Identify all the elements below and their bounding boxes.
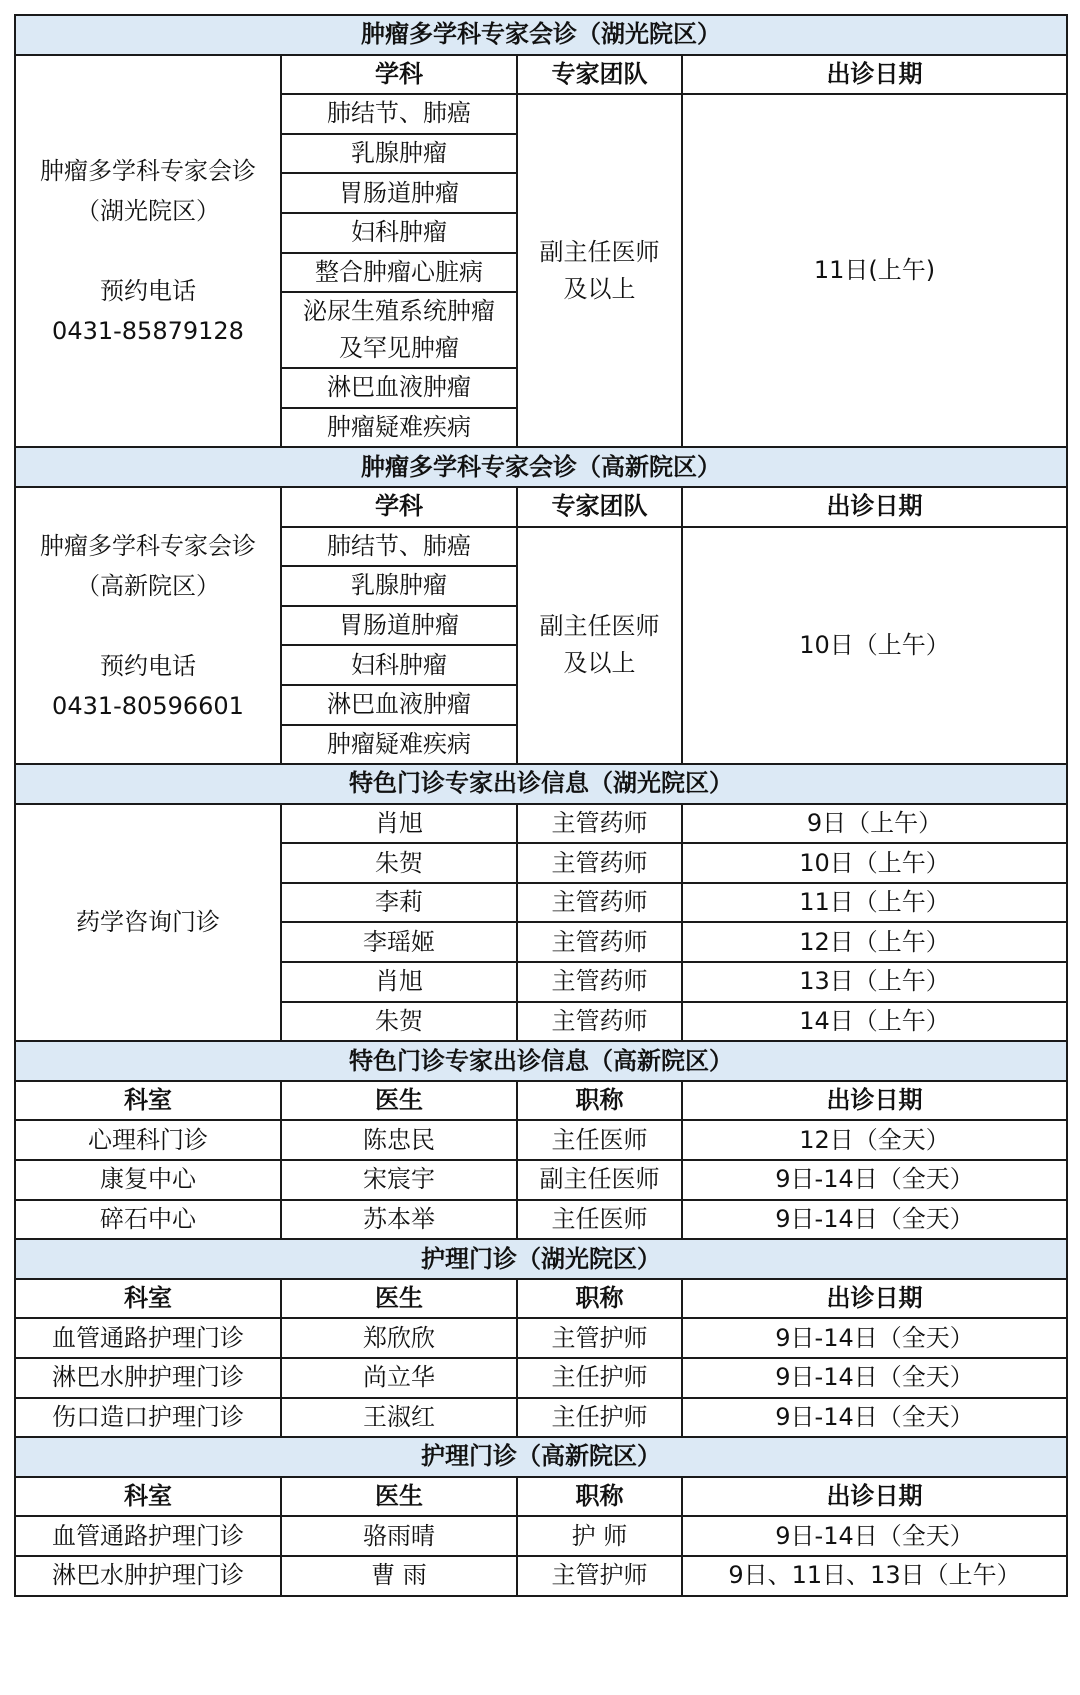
section-title: 护理门诊（高新院区） xyxy=(15,1437,1067,1477)
subject-cell: 肺结节、肺癌 xyxy=(281,94,517,134)
spacer xyxy=(18,606,278,646)
phone-label: 预约电话 xyxy=(100,276,196,305)
date-cell: 12日（全天） xyxy=(682,1120,1067,1160)
date-cell: 9日-14日（全天） xyxy=(682,1160,1067,1200)
section-title: 肿瘤多学科专家会诊（湖光院区） xyxy=(15,15,1067,55)
table-row xyxy=(15,1200,1067,1240)
section-header-row xyxy=(15,1239,1067,1279)
team-line: 副主任医师 xyxy=(539,612,660,641)
column-header: 职称 xyxy=(517,1279,682,1319)
section-header-row xyxy=(15,447,1067,487)
column-header: 出诊日期 xyxy=(682,1279,1067,1319)
subject-cell: 胃肠道肿瘤 xyxy=(281,606,517,646)
table-row xyxy=(15,1120,1067,1160)
title-cell: 主任护师 xyxy=(517,1358,682,1398)
column-header: 出诊日期 xyxy=(682,487,1067,527)
spacer xyxy=(18,231,278,271)
title-cell: 主任医师 xyxy=(517,1120,682,1160)
title-cell: 主管药师 xyxy=(517,922,682,962)
column-header-row xyxy=(15,487,1067,527)
column-header: 科室 xyxy=(15,1081,281,1121)
doctor-cell: 宋宸宇 xyxy=(281,1160,517,1200)
team-line: 及以上 xyxy=(563,274,636,303)
team-cell xyxy=(517,527,682,765)
column-header-row xyxy=(15,1081,1067,1121)
table-row xyxy=(15,1398,1067,1438)
doctor-cell: 曹 雨 xyxy=(281,1556,517,1596)
title-cell: 护 师 xyxy=(517,1516,682,1556)
subject-cell: 乳腺肿瘤 xyxy=(281,566,517,606)
team-cell xyxy=(517,94,682,447)
column-header: 医生 xyxy=(281,1477,517,1517)
column-header: 科室 xyxy=(15,1477,281,1517)
column-header: 出诊日期 xyxy=(682,1081,1067,1121)
subject-cell xyxy=(281,292,517,368)
title-cell: 副主任医师 xyxy=(517,1160,682,1200)
doctor-cell: 朱贺 xyxy=(281,843,517,883)
clinic-name-cell: 药学咨询门诊 xyxy=(15,804,281,1042)
date-cell: 9日（上午） xyxy=(682,804,1067,844)
column-header: 职称 xyxy=(517,1081,682,1121)
doctor-cell: 李瑶姬 xyxy=(281,922,517,962)
date-cell: 9日-14日（全天） xyxy=(682,1318,1067,1358)
mdt-contact-cell xyxy=(15,487,281,764)
date-cell: 9日-14日（全天） xyxy=(682,1398,1067,1438)
clinic-schedule-table xyxy=(14,14,1068,1597)
section-title: 特色门诊专家出诊信息（高新院区） xyxy=(15,1041,1067,1081)
doctor-cell: 王淑红 xyxy=(281,1398,517,1438)
subject-cell: 整合肿瘤心脏病 xyxy=(281,253,517,293)
doctor-cell: 李莉 xyxy=(281,883,517,923)
date-cell: 12日（上午） xyxy=(682,922,1067,962)
mdt-contact-cell xyxy=(15,55,281,448)
table-row xyxy=(15,1516,1067,1556)
doctor-cell: 尚立华 xyxy=(281,1358,517,1398)
title-cell: 主任医师 xyxy=(517,1200,682,1240)
date-cell: 10日（上午） xyxy=(682,527,1067,765)
date-cell: 14日（上午） xyxy=(682,1002,1067,1042)
mdt-name: 肿瘤多学科专家会诊 xyxy=(40,156,256,185)
title-cell: 主管药师 xyxy=(517,962,682,1002)
table-row xyxy=(15,1556,1067,1596)
date-cell: 9日、11日、13日（上午） xyxy=(682,1556,1067,1596)
column-header: 学科 xyxy=(281,55,517,95)
column-header: 出诊日期 xyxy=(682,55,1067,95)
dept-cell: 碎石中心 xyxy=(15,1200,281,1240)
date-cell: 11日（上午） xyxy=(682,883,1067,923)
column-header: 学科 xyxy=(281,487,517,527)
subject-cell: 妇科肿瘤 xyxy=(281,645,517,685)
section-header-row xyxy=(15,1041,1067,1081)
section-title: 护理门诊（湖光院区） xyxy=(15,1239,1067,1279)
team-line: 及以上 xyxy=(563,649,636,678)
title-cell: 主任护师 xyxy=(517,1398,682,1438)
team-line: 副主任医师 xyxy=(539,237,660,266)
dept-cell: 康复中心 xyxy=(15,1160,281,1200)
subject-cell: 肿瘤疑难疾病 xyxy=(281,408,517,448)
section-title: 特色门诊专家出诊信息（湖光院区） xyxy=(15,764,1067,804)
column-header: 专家团队 xyxy=(517,487,682,527)
table-row xyxy=(15,1318,1067,1358)
column-header-row xyxy=(15,55,1067,95)
date-cell: 9日-14日（全天） xyxy=(682,1516,1067,1556)
mdt-campus: （湖光院区） xyxy=(76,196,220,225)
column-header: 科室 xyxy=(15,1279,281,1319)
column-header-row xyxy=(15,1477,1067,1517)
dept-cell: 淋巴水肿护理门诊 xyxy=(15,1556,281,1596)
title-cell: 主管药师 xyxy=(517,843,682,883)
dept-cell: 血管通路护理门诊 xyxy=(15,1516,281,1556)
phone-label: 预约电话 xyxy=(100,651,196,680)
column-header: 职称 xyxy=(517,1477,682,1517)
section-title: 肿瘤多学科专家会诊（高新院区） xyxy=(15,447,1067,487)
title-cell: 主管护师 xyxy=(517,1556,682,1596)
subject-line: 泌尿生殖系统肿瘤 xyxy=(303,297,495,326)
subject-line: 及罕见肿瘤 xyxy=(339,334,459,363)
section-header-row xyxy=(15,15,1067,55)
date-cell: 13日（上午） xyxy=(682,962,1067,1002)
section-header-row xyxy=(15,1437,1067,1477)
date-cell: 10日（上午） xyxy=(682,843,1067,883)
doctor-cell: 肖旭 xyxy=(281,962,517,1002)
title-cell: 主管药师 xyxy=(517,804,682,844)
doctor-cell: 郑欣欣 xyxy=(281,1318,517,1358)
dept-cell: 血管通路护理门诊 xyxy=(15,1318,281,1358)
doctor-cell: 骆雨晴 xyxy=(281,1516,517,1556)
column-header: 出诊日期 xyxy=(682,1477,1067,1517)
title-cell: 主管护师 xyxy=(517,1318,682,1358)
title-cell: 主管药师 xyxy=(517,883,682,923)
table-row xyxy=(15,1358,1067,1398)
subject-cell: 乳腺肿瘤 xyxy=(281,134,517,174)
date-cell: 9日-14日（全天） xyxy=(682,1200,1067,1240)
dept-cell: 淋巴水肿护理门诊 xyxy=(15,1358,281,1398)
table-row xyxy=(15,804,1067,844)
title-cell: 主管药师 xyxy=(517,1002,682,1042)
subject-cell: 肿瘤疑难疾病 xyxy=(281,725,517,765)
mdt-campus: （高新院区） xyxy=(76,571,220,600)
doctor-cell: 苏本举 xyxy=(281,1200,517,1240)
phone-number: 0431-80596601 xyxy=(52,691,244,720)
dept-cell: 伤口造口护理门诊 xyxy=(15,1398,281,1438)
table-row xyxy=(15,1160,1067,1200)
subject-cell: 肺结节、肺癌 xyxy=(281,527,517,567)
date-cell: 9日-14日（全天） xyxy=(682,1358,1067,1398)
column-header-row xyxy=(15,1279,1067,1319)
phone-number: 0431-85879128 xyxy=(52,316,244,345)
subject-cell: 胃肠道肿瘤 xyxy=(281,173,517,213)
dept-cell: 心理科门诊 xyxy=(15,1120,281,1160)
section-header-row xyxy=(15,764,1067,804)
doctor-cell: 肖旭 xyxy=(281,804,517,844)
mdt-name: 肿瘤多学科专家会诊 xyxy=(40,531,256,560)
column-header: 医生 xyxy=(281,1279,517,1319)
date-cell: 11日(上午) xyxy=(682,94,1067,447)
subject-cell: 妇科肿瘤 xyxy=(281,213,517,253)
column-header: 医生 xyxy=(281,1081,517,1121)
subject-cell: 淋巴血液肿瘤 xyxy=(281,368,517,408)
doctor-cell: 陈忠民 xyxy=(281,1120,517,1160)
doctor-cell: 朱贺 xyxy=(281,1002,517,1042)
subject-cell: 淋巴血液肿瘤 xyxy=(281,685,517,725)
column-header: 专家团队 xyxy=(517,55,682,95)
